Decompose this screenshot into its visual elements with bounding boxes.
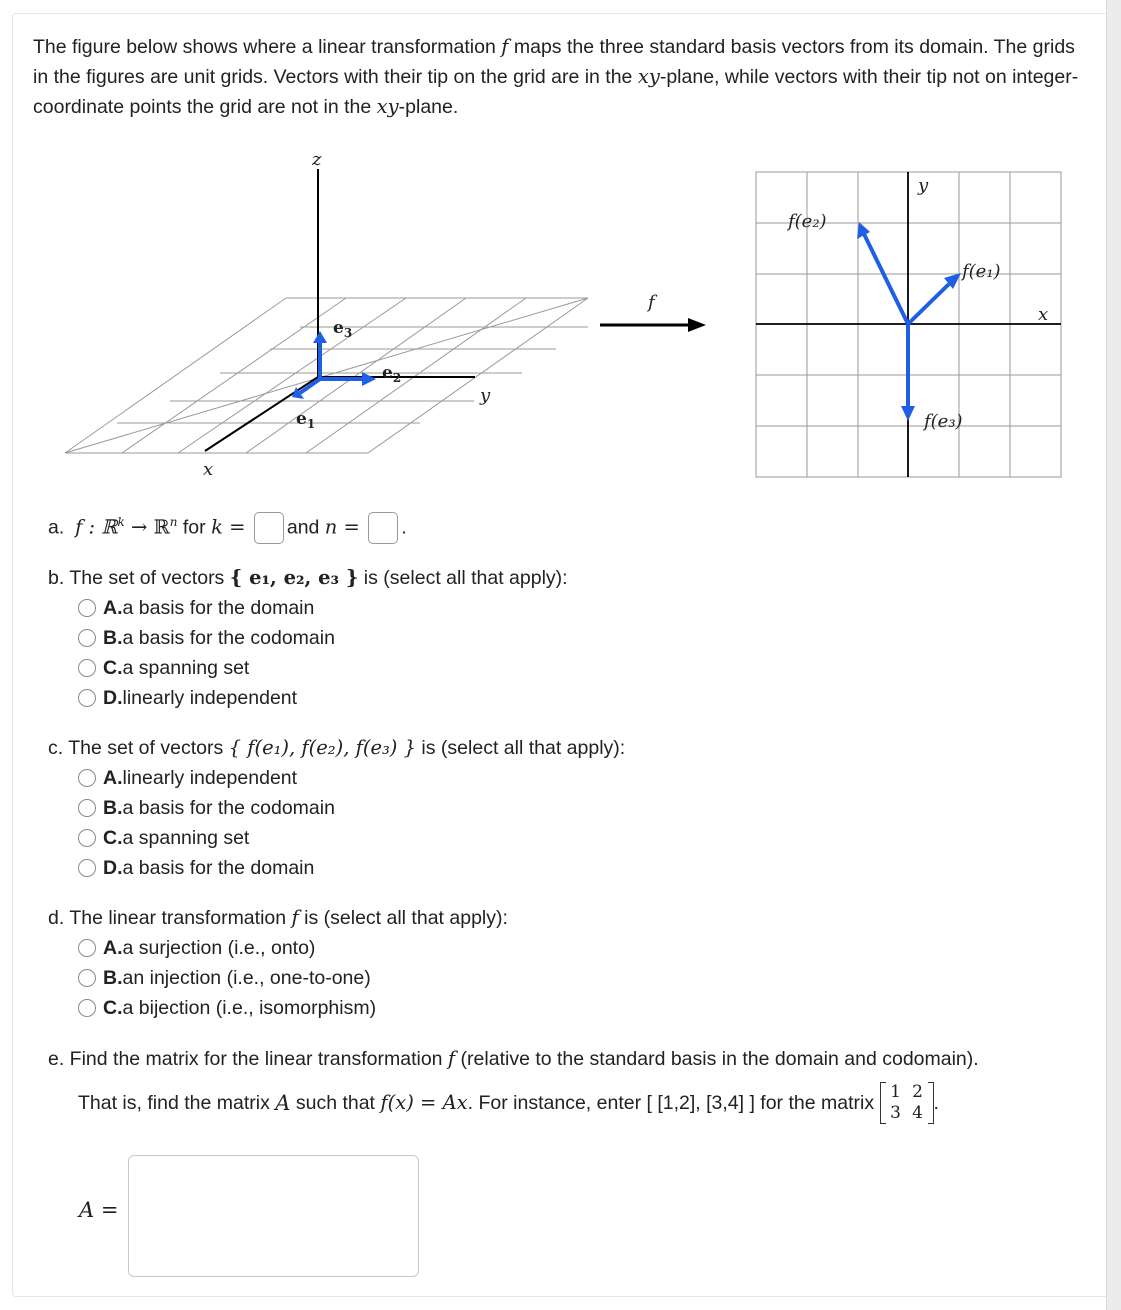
part-a: a. f : ℝ$^k$ → ℝ$^n$ for k = and n = . bbox=[48, 509, 407, 544]
image-vectors bbox=[857, 222, 961, 421]
e1-label: $e_1$ bbox=[296, 409, 316, 431]
b-checkbox-d[interactable] bbox=[78, 689, 96, 707]
b-option-b[interactable]: B. a basis for the codomain bbox=[78, 625, 335, 651]
y-axis-label: y bbox=[480, 385, 491, 406]
d-checkbox-b[interactable] bbox=[78, 969, 96, 987]
d-option-c[interactable]: C. a bijection (i.e., isomorphism) bbox=[78, 995, 376, 1021]
intro-text: The figure below shows where a linear transformation f maps the three standard basis vectors from its domain. The grids in the figures are unit grids. Vectors with their tip on the grid are in the xy-plane, while vectors with their tip not on integer-coordinate points the grid are not in the xy-plane. bbox=[33, 35, 1079, 118]
matrix-answer-input[interactable] bbox=[128, 1155, 419, 1277]
c-option-b[interactable]: B. a basis for the codomain bbox=[78, 795, 335, 821]
k-input[interactable] bbox=[254, 512, 284, 544]
codomain-x-label: x bbox=[1038, 304, 1049, 325]
codomain-y-label: y bbox=[918, 175, 929, 196]
c-option-a[interactable]: A. linearly independent bbox=[78, 765, 297, 791]
map-arrow-label: f bbox=[648, 292, 655, 313]
b-option-a[interactable]: A. a basis for the domain bbox=[78, 595, 314, 621]
answer-label: A = bbox=[79, 1198, 119, 1222]
x-axis-label: x bbox=[203, 459, 214, 480]
c-option-c[interactable]: C. a spanning set bbox=[78, 825, 249, 851]
z-axis-label: z bbox=[312, 149, 322, 170]
example-matrix: 1 2 3 4 bbox=[880, 1082, 934, 1124]
c-checkbox-a[interactable] bbox=[78, 769, 96, 787]
c-option-d[interactable]: D. a basis for the domain bbox=[78, 855, 314, 881]
b-checkbox-a[interactable] bbox=[78, 599, 96, 617]
part-e-line1: e. Find the matrix for the linear transformation f (relative to the standard basis in the domain and codomain). bbox=[48, 1047, 979, 1070]
figure-svg bbox=[60, 143, 1066, 483]
e2-label: $e_2$ bbox=[382, 363, 402, 385]
map-arrow bbox=[600, 292, 706, 332]
c-checkbox-d[interactable] bbox=[78, 859, 96, 877]
b-checkbox-b[interactable] bbox=[78, 629, 96, 647]
b-checkbox-c[interactable] bbox=[78, 659, 96, 677]
domain-axes bbox=[205, 169, 475, 451]
part-d-prompt: d. The linear transformation f is (select all that apply): bbox=[48, 906, 508, 929]
part-c-prompt: c. The set of vectors { f(e₁), f(e₂), f(e₃) } is (select all that apply): bbox=[48, 736, 626, 759]
n-input[interactable] bbox=[368, 512, 398, 544]
d-option-b[interactable]: B. an injection (i.e., one-to-one) bbox=[78, 965, 371, 991]
d-checkbox-c[interactable] bbox=[78, 999, 96, 1017]
domain-grid bbox=[65, 298, 588, 453]
transformation-figure bbox=[60, 143, 1066, 483]
part-e-line2: That is, find the matrix A such that f(x) = Ax . For instance, enter [ [1,2], [3,4] ] for the matrix 1 2 3 4 . bbox=[78, 1082, 939, 1123]
c-checkbox-c[interactable] bbox=[78, 829, 96, 847]
e3-label: $e_3$ bbox=[333, 318, 353, 340]
d-option-a[interactable]: A. a surjection (i.e., onto) bbox=[78, 935, 315, 961]
page-scrollbar[interactable] bbox=[1106, 0, 1121, 1310]
b-option-c[interactable]: C. a spanning set bbox=[78, 655, 249, 681]
b-option-d[interactable]: D. linearly independent bbox=[78, 685, 297, 711]
d-checkbox-a[interactable] bbox=[78, 939, 96, 957]
part-b-prompt: b. The set of vectors { e₁, e₂, e₃ } is (select all that apply): bbox=[48, 566, 568, 589]
c-checkbox-b[interactable] bbox=[78, 799, 96, 817]
f-e1-label: f(e₁) bbox=[962, 261, 1001, 282]
f-e3-label: f(e₃) bbox=[924, 411, 963, 432]
f-e2-label: f(e₂) bbox=[788, 211, 827, 232]
